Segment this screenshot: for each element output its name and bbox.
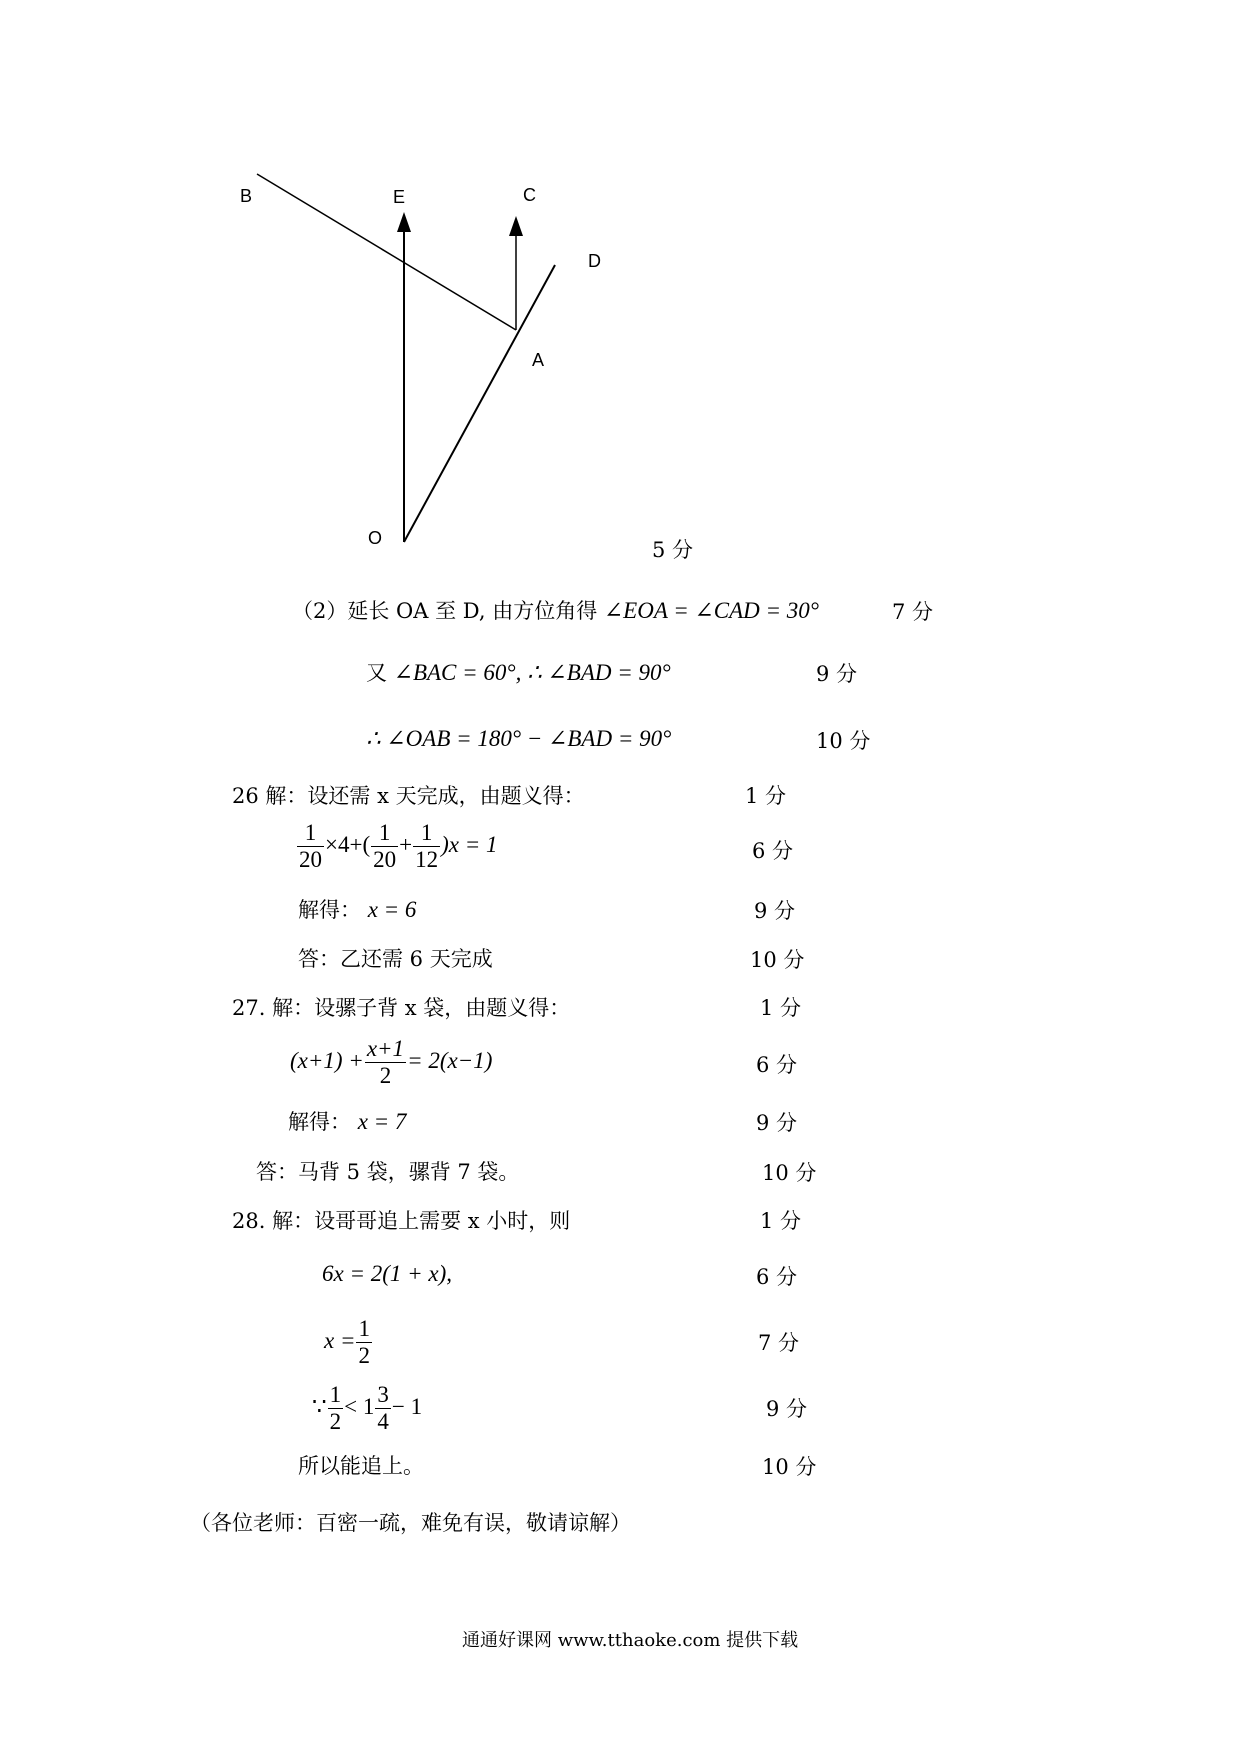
- denominator: 2: [358, 1343, 370, 1368]
- q27-answer-score: 10 分: [762, 1161, 817, 1185]
- eq2-left: x =: [324, 1327, 356, 1353]
- label-d: D: [588, 251, 601, 271]
- fraction: [371, 820, 398, 873]
- eq-mid: ×4+(: [325, 831, 371, 857]
- denominator: 20: [299, 847, 322, 872]
- q26-answer-score: 10 分: [750, 948, 805, 972]
- numerator: 1: [358, 1316, 370, 1341]
- q26-solve: [298, 897, 416, 923]
- q28-conclusion-score: 10 分: [762, 1455, 817, 1479]
- q26-head: 26 解：设还需 x 天完成，由题义得：: [232, 784, 585, 808]
- q26-eq-score: 6 分: [752, 839, 794, 863]
- q28-eq2: [324, 1316, 373, 1369]
- numerator: 3: [377, 1382, 389, 1407]
- q25-line3-score: 10 分: [816, 729, 871, 753]
- q26-head-score: 1 分: [745, 784, 787, 808]
- q27-solve: [288, 1109, 406, 1135]
- q27-head: 27. 解：设骡子背 x 袋，由题义得：: [232, 996, 571, 1020]
- q28-eq1-score: 6 分: [756, 1265, 798, 1289]
- eq-plus: +: [399, 831, 413, 857]
- numerator: 1: [413, 820, 440, 847]
- q27-equation: [290, 1036, 492, 1089]
- q26-answer: 答：乙还需 6 天完成: [298, 947, 493, 971]
- arrow-c: [509, 216, 523, 236]
- denominator: 2: [379, 1063, 392, 1088]
- q25-line2-math: ∠BAC = 60°, ∴ ∠BAD = 90°: [393, 660, 671, 685]
- label-o: O: [368, 528, 383, 548]
- eq-tail: )x = 1: [441, 831, 498, 857]
- q25-line2-prefix: 又: [366, 661, 387, 685]
- label-c: C: [523, 185, 536, 205]
- solve-math: x = 7: [357, 1109, 407, 1134]
- q25-line1-math: ∠EOA = ∠CAD = 30°: [603, 598, 819, 623]
- q25-line1: [292, 598, 819, 624]
- q28-conclusion: 所以能追上。: [298, 1454, 424, 1478]
- q27-eq-score: 6 分: [756, 1053, 798, 1077]
- numerator: 1: [371, 820, 398, 847]
- line-od: [404, 265, 555, 542]
- fraction: [356, 1316, 372, 1369]
- q28-eq2-score: 7 分: [758, 1331, 800, 1355]
- q25-line1-score: 7 分: [892, 600, 934, 624]
- eq-right: = 2(x−1): [407, 1047, 493, 1073]
- eq-left: (x+1) +: [290, 1047, 364, 1073]
- label-b: B: [240, 186, 253, 206]
- fraction: [297, 820, 324, 873]
- fraction: [328, 1382, 344, 1435]
- q25-line2-score: 9 分: [816, 662, 858, 686]
- line-ba: [257, 174, 516, 330]
- q28-eq3-score: 9 分: [766, 1397, 808, 1421]
- eq3-tail: − 1: [391, 1393, 423, 1419]
- denominator: 20: [373, 847, 397, 872]
- q28-head: 28. 解：设哥哥追上需要 x 小时，则: [232, 1209, 571, 1233]
- q26-equation: [296, 820, 497, 873]
- q28-head-score: 1 分: [760, 1209, 802, 1233]
- teacher-note: （各位老师：百密一疏，难免有误，敬请谅解）: [190, 1511, 631, 1535]
- q28-eq3: [312, 1382, 422, 1435]
- denominator: 4: [377, 1409, 389, 1434]
- numerator: 1: [329, 1382, 342, 1407]
- numerator: 1: [297, 820, 324, 847]
- q28-eq1: 6x = 2(1 + x),: [322, 1261, 453, 1286]
- q25-line1-text: （2）延长 OA 至 D, 由方位角得: [292, 599, 598, 623]
- q27-solve-score: 9 分: [756, 1111, 798, 1135]
- q25-line2: [366, 660, 671, 686]
- q25-line3-math: ∴ ∠OAB = 180° − ∠BAD = 90°: [366, 726, 672, 751]
- direction-angle-figure: [0, 0, 1240, 600]
- because-symbol: ∵: [312, 1393, 327, 1419]
- q26-solve-score: 9 分: [754, 899, 796, 923]
- solve-label: 解得：: [298, 898, 361, 922]
- numerator: x+1: [366, 1036, 405, 1061]
- denominator: 12: [415, 847, 439, 872]
- fraction: [413, 820, 440, 873]
- fraction: [375, 1382, 391, 1435]
- page-footer: 通通好课网 www.tthaoke.com 提供下载: [462, 1630, 799, 1651]
- denominator: 2: [329, 1409, 342, 1434]
- solve-math: x = 6: [367, 897, 417, 922]
- solve-label: 解得：: [288, 1110, 351, 1134]
- arrow-e: [397, 212, 411, 232]
- label-a: A: [532, 350, 545, 370]
- figure-score: 5 分: [652, 538, 694, 562]
- q27-head-score: 1 分: [760, 996, 802, 1020]
- fraction: [365, 1036, 406, 1089]
- eq3-mid: < 1: [344, 1393, 375, 1419]
- q27-answer: 答：马背 5 袋，骡背 7 袋。: [256, 1160, 520, 1184]
- q25-line3: [366, 726, 671, 752]
- label-e: E: [393, 187, 406, 207]
